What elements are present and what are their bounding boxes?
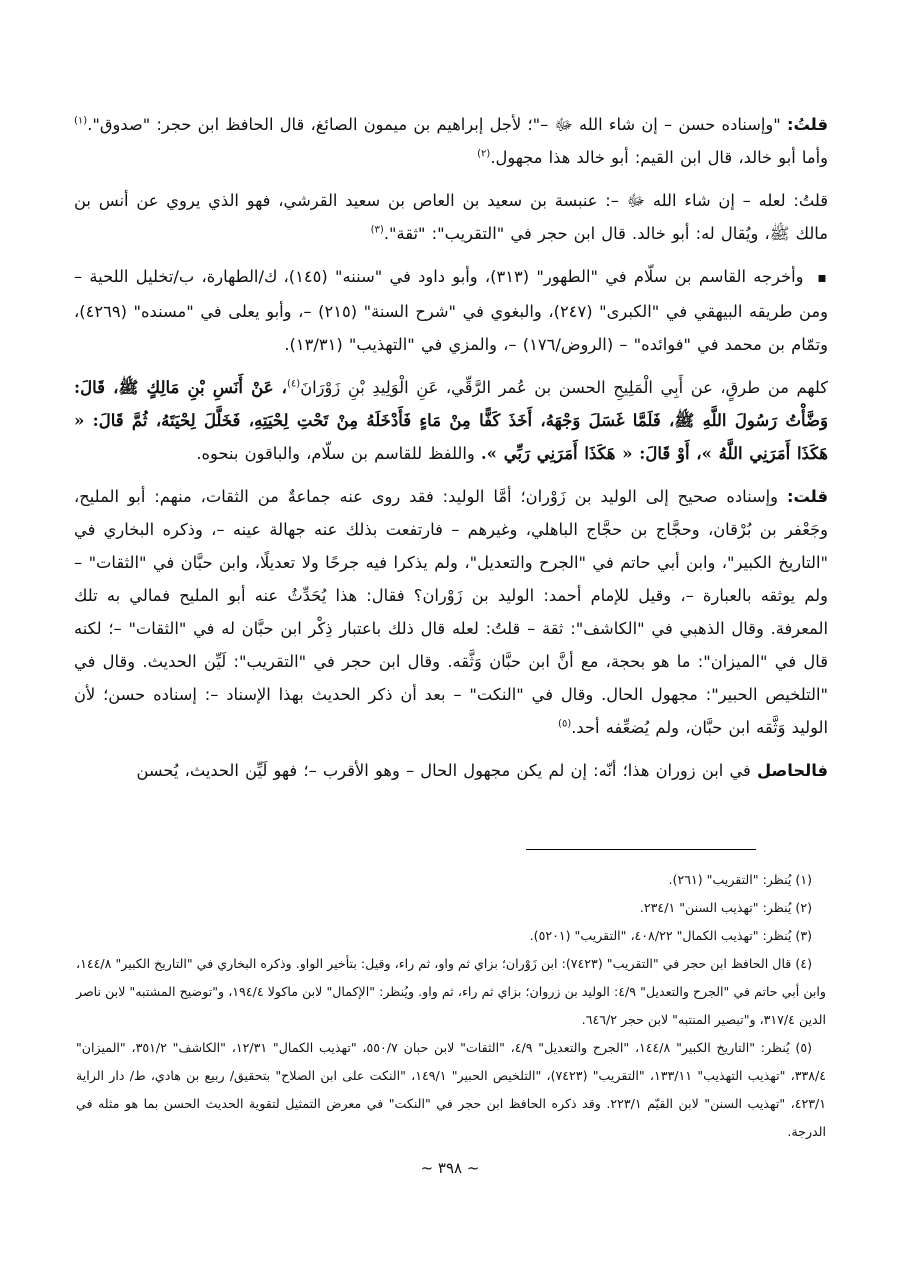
footnote-5: (٥) يُنظر: "التاريخ الكبير" ١٤٤/٨، "الجرح والتعديل" ٤/٩، "الثقات" لابن حبان ٥٥٠/٧، "تهذيب الكمال" ١٢/٣١، "الكاشف" ٣٥١/٢، "الميزان" ٣٣٨/٤، "تهذيب التهذيب" ١٣٣/١١، "التقريب" (٧٤٢٣)، "التلخيص الحبير" ١٤٩/١، "النكت على ابن الصلاح" بتحقيق/ ربيع بن هادي، ط/ دار الراية ٤٢٣/١، "تهذيب السنن" لابن القيّم ٢٢٣/١. وقد ذكره الحافظ ابن حجر في "النكت" في معرض التمثيل لتقوية الحديث الحسن بما هو مثله في الدرجة.	[76, 1040, 826, 1139]
paragraph-6	[74, 754, 828, 787]
paragraph-text: كلهم من طرقٍ، عن أَبِي الْمَلِيحِ الحسن بن عُمر الرَّقِّي، عَنِ الْوَلِيدِ بْنِ زَوْرَانَ	[300, 378, 828, 397]
paragraph-lead: فالحاصل	[757, 761, 828, 780]
footnote-3: (٣) يُنظر: "تهذيب الكمال" ٤٠٨/٢٢، "التقريب" (٥٢٠١).	[529, 928, 812, 943]
paragraph-text: "وإسناده حسن – إن شاء الله ﷻ –"؛ لأجل إبراهيم بن ميمون الصائغ، قال الحافظ ابن حجر: "صدوق".	[87, 115, 787, 134]
paragraph-text: في ابن زوران هذا؛ أنّه: إن لم يكن مجهول الحال – وهو الأقرب –؛ فهو لَيِّن الحديث، يُحسن	[136, 761, 757, 780]
paragraph-1	[74, 108, 828, 174]
paragraph-4	[74, 371, 828, 470]
paragraph-tail: واللفظ للقاسم بن سلّام، والباقون بنحوه.	[196, 444, 481, 463]
paragraph-text: قلتُ: لعله – إن شاء الله ﷻ –: عنبسة بن سعيد بن العاص بن سعيد القرشي، فهو الذي يروي عن أنس بن مالك ﷺ، ويُقال له: أبو خالد. قال ابن حجر في "التقريب": "ثقة".	[74, 191, 828, 243]
paragraph-text: وأخرجه القاسم بن سلّام في "الطهور" (٣١٣)، وأبو داود في "سننه" (١٤٥)، ك/الطهارة، ب/تخليل اللحية – ومن طريقه البيهقي في "الكبرى" (٢٤٧)، والبغوي في "شرح السنة" (٢١٥) –، وأبو يعلى في "مسنده" (٤٢٦٩)، وتمّام بن محمد في "فوائده" – (الروض/١٧٦) –، والمزي في "التهذيب" (١٣/٣١).	[74, 267, 828, 354]
paragraph-text: وإسناده صحيح إلى الوليد بن زَوْران؛ أمَّا الوليد: فقد روى عنه جماعةٌ من الثقات، منهم: أبو المليح، وجَعْفر بن بُرْقان، وحجَّاج بن حجَّاج الباهلي، وغيرهم – فارتفعت بذلك عنه جهالة عينه –، وذكره البخاري في "التاريخ الكبير"، وابن أبي حاتم في "الجرح والتعديل"، ولم يذكرا فيه جرحًا ولا تعديلًا، وابن حبَّان في "الثقات" – ولم يوثقه بالعبارة –، وقيل للإمام أحمد: الوليد بن زَوْران؟ فقال: هذا يُحَدِّثُ عنه أبو المليح فمالي به تلك المعرفة. وقال الذهبي في "الكاشف": ثقة – قلتُ: لعله قال ذلك باعتبار ذِكْر ابن حبَّان له في "الثقات" –؛ لكنه قال في "الميزان": ما هو بحجة، مع أنَّ ابن حبَّان وَثَّقه. وقال ابن حجر في "التقريب": لَيِّن الحديث. وقال في "التلخيص الحبير": مجهول الحال. وقال في "النكت" – بعد أن ذكر الحديث بهذا الإسناد –: إسناده حسن؛ لأن الوليد وَثَّقه ابن حبَّان، ولم يُضعِّفه أحد.	[74, 487, 828, 737]
footnotes	[76, 866, 826, 1146]
paragraph-text-2: وأما أبو خالد، قال ابن القيم: أبو خالد هذا مجهول.	[490, 148, 828, 167]
paragraph-lead: قلتُ:	[786, 115, 828, 134]
hadith-text: ، عَنْ أَنَسِ بْنِ مَالِكٍ ﷺ، قَالَ: وَضَّأْتُ رَسُولَ اللَّهِ ﷺ، فَلَمَّا غَسَلَ وَجْهَهُ، أَخَذَ كَفًّا مِنْ مَاءٍ فَأَدْخَلَهُ مِنْ تَحْتِ لِحْيَتِهِ، فَخَلَّلَ لِحْيَتَهُ، ثُمَّ قَالَ: « هَكَذَا أَمَرَنِي اللَّهُ »، أَوْ قَالَ: « هَكَذَا أَمَرَنِي رَبِّي ».	[74, 378, 828, 463]
paragraph-2	[74, 184, 828, 250]
footnote-ref-1: (١)	[74, 115, 88, 127]
footnote-2: (٢) يُنظر: "تهذيب السنن" ٢٣٤/١.	[639, 900, 812, 915]
page-number: ~ ٣٩٨ ~	[420, 1159, 480, 1177]
footnote-ref-2: (٢)	[477, 148, 491, 160]
paragraph-lead: قلت:	[786, 487, 828, 506]
paragraph-3	[74, 260, 828, 361]
footnote-ref-5: (٥)	[558, 718, 572, 730]
footnote-separator	[526, 849, 756, 850]
footnote-1: (١) يُنظر: "التقريب" (٢٦١).	[668, 872, 812, 887]
footnote-4: (٤) قال الحافظ ابن حجر في "التقريب" (٧٤٢٣): ابن زَوْران؛ بزاي ثم واو، ثم راء، وقيل: بتأخير الواو. وذكره البخاري في "التاريخ الكبير" ١٤٤/٨، وابن أبي حاتم في "الجرح والتعديل" ٤/٩: الوليد بن زروان؛ بزاي ثم راء، ثم واو. ويُنظر: "الإكمال" لابن ماكولا ١٩٤/٤، و"توضيح المشتبه" لابن ناصر الدين ٣١٧/٤، و"تبصير المنتبه" لابن حجر ٦٤٦/٢.	[76, 956, 826, 1027]
paragraph-5	[74, 480, 828, 744]
main-text	[74, 108, 828, 787]
footnote-ref-4: (٤)	[287, 378, 301, 390]
footnote-ref-3: (٣)	[370, 224, 384, 236]
